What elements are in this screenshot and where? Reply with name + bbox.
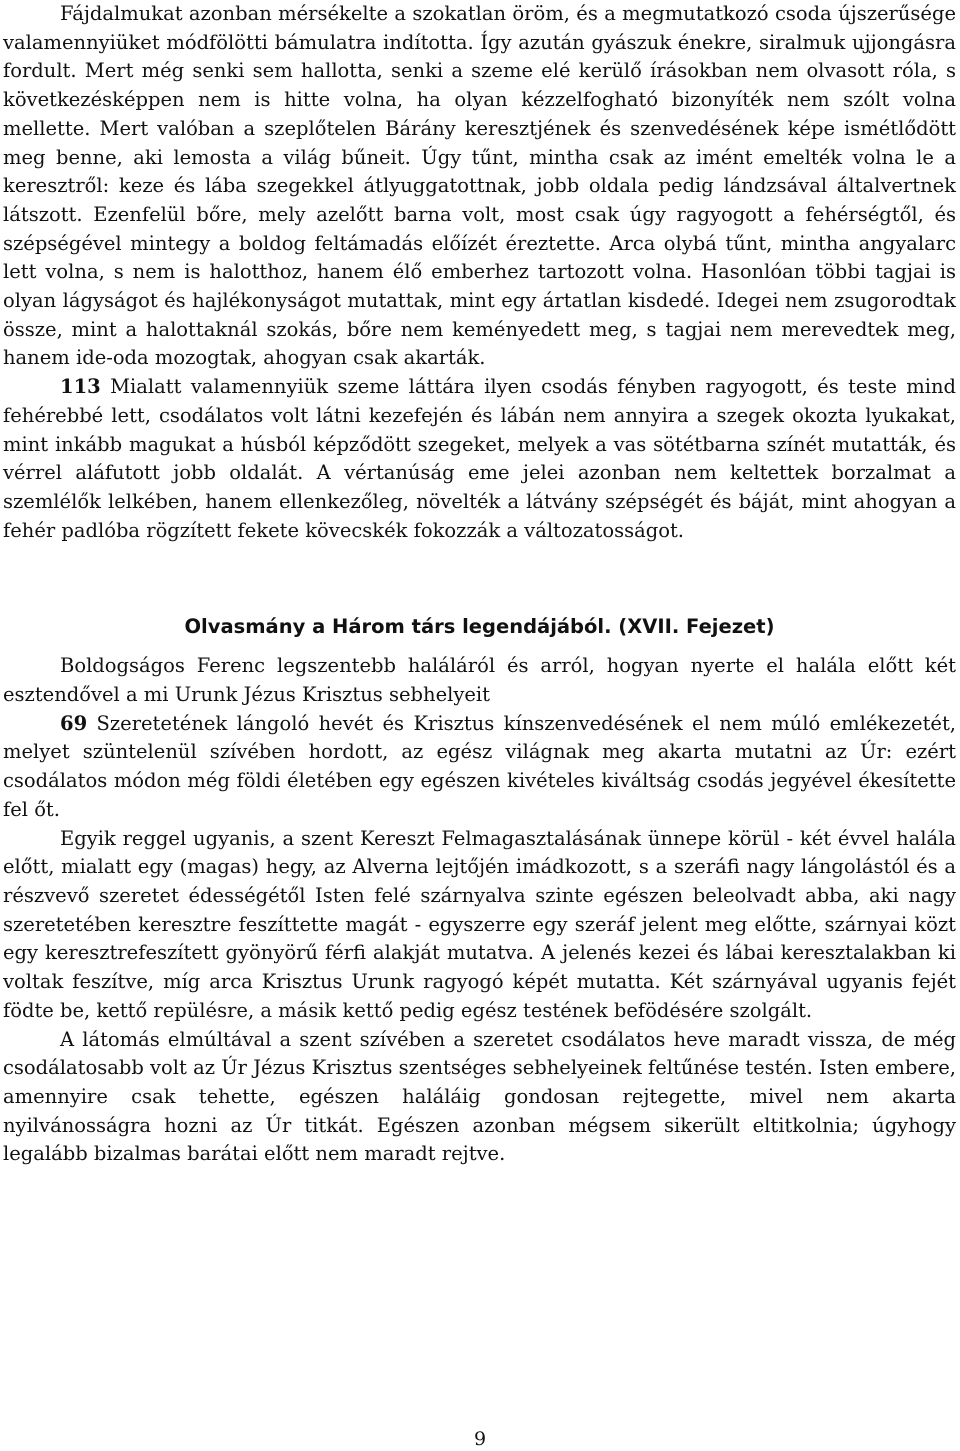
paragraph-6-text: A látomás elmúltával a szent szívében a szeretet csodálatos heve maradt vissza, de még csodálatosabb volt az Úr Jézus Krisztus szentséges sebhelyeinek feltűnése testén. Isten embere, amennyire csak tehette, egészen haláláig gondosan rejtegette, mivel nem akarta nyilvánosságra hozni az Úr titkát. Egészen azonban mégsem sikerült eltitkolnia; úgyhogy legalább bizalmas barátai előtt nem maradt rejtve. [3, 1027, 956, 1166]
paragraph-1 [3, 0, 956, 373]
paragraph-1-text: Fájdalmukat azonban mérsékelte a szokatlan öröm, és a megmutatkozó csoda újszerűsége valamennyiüket módfölötti bámulatra indította. Így azután gyászuk énekre, siralmuk ujjongásra fordult. Mert még senki sem hallotta, senki a szeme elé kerülő írásokban nem olvasott róla, s következésképpen nem is hitte volna, ha olyan kézzelfogható bizonyíték nem szólt volna mellette. Mert valóban a szeplőtelen Bárány keresztjének és szenvedésének képe ismétlődött meg benne, aki lemosta a világ bűneit. Úgy tűnt, mintha csak az imént emelték volna le a keresztről: keze és lába szegekkel átlyuggatottnak, jobb oldala pedig lándzsával általvertnek látszott. Ezenfelül bőre, mely azelőtt barna volt, most csak úgy ragyogott a fehérségtől, és szépségével mintegy a boldog feltámadás előízét éreztette. Arca olybá tűnt, mintha angyalarc lett volna, s nem is halotthoz, hanem élő emberhez tartozott volna. Hasonlóan többi tagjai is olyan lágyságot és hajlékonyságot mutattak, mint egy ártatlan kisdedé. Idegei nem zsugorodtak össze, mint a halottaknál szokás, bőre nem keményedett meg, s tagjai nem merevedtek meg, hanem ide-oda mozogtak, ahogyan csak akarták. [3, 2, 956, 370]
paragraph-2-text: Mialatt valamennyiük szeme láttára ilyen csodás fényben ragyogott, és teste mind fehérebbé lett, csodálatos volt látni kezefején és lábán nem annyira a szegek okozta lyukakat, mint inkább magukat a húsból képződött szegeket, melyek a vas sötétbarna színét mutatták, és vérrel aláfutott jobb oldalát. A vértanúság eme jelei azonban nem keltettek borzalmat a szemlélők lelkében, hanem ellenkezőleg, növelték a látvány szépségét és báját, mint ahogyan a fehér padlóba rögzített fekete kövecskék fokozzák a változatosságot. [3, 375, 956, 542]
paragraph-4-text: Szeretetének lángoló hevét és Krisztus kínszenvedésének el nem múló emlékezetét, melyet szüntelenül szívében hordott, az egész világnak meg akarta mutatni az Úr: ezért csodálatos módon még földi életében egy egészen kivételes kiváltság csodás jegyével ékesítette fel őt. [3, 711, 956, 821]
paragraph-4-number: 69 [60, 711, 88, 735]
paragraph-6 [3, 1026, 956, 1170]
paragraph-4 [3, 710, 956, 825]
paragraph-2-number: 113 [60, 375, 101, 399]
document-body [3, 0, 956, 1169]
paragraph-5-text: Egyik reggel ugyanis, a szent Kereszt Felmagasztalásának ünnepe körül - két évvel halála előtt, mialatt egy (magas) hegy, az Alverna lejtőjén imádkozott, s a szeráfi nagy lángolástól és a részvevő szeretet édességétől Isten felé szárnyalva szinte egészen beleolvadt abba, aki nagy szeretetében keresztre feszíttette magát - egyszerre egy szeráf jelent meg előtte, szárnyai közt egy keresztrefeszített gyönyörű férfi alakját mutatva. A jelenés kezei és lábai keresztalakban ki voltak feszítve, míg arca Krisztus Urunk ragyogó képét mutatta. Két szárnyával ugyanis fejét födte be, kettő repülésre, a másik kettő pedig egész testének befödésére szolgált. [3, 826, 956, 1022]
section-heading: Olvasmány a Három társ legendájából. (XVII. Fejezet) [184, 615, 775, 639]
page-number: 9 [473, 1428, 487, 1450]
paragraph-3-text: Boldogságos Ferenc legszentebb haláláról és arról, hogyan nyerte el halála előtt két esztendővel a mi Urunk Jézus Krisztus sebhelyeit [3, 654, 956, 707]
paragraph-5 [3, 825, 956, 1026]
paragraph-2 [3, 373, 956, 545]
paragraph-3 [3, 652, 956, 709]
